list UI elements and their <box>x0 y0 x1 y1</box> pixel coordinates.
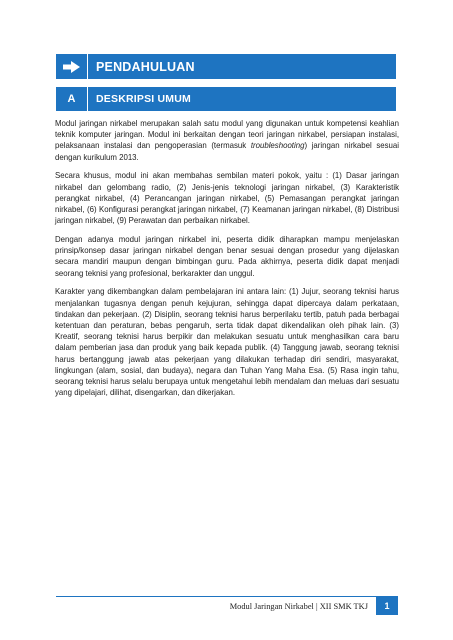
page-number: 1 <box>376 597 398 615</box>
chapter-title: PENDAHULUAN <box>96 59 195 74</box>
arrow-right-icon <box>63 61 81 73</box>
section-header <box>56 87 396 111</box>
footer <box>230 597 398 615</box>
emphasis-troubleshooting: troubleshooting <box>250 141 305 151</box>
section-title: DESKRIPSI UMUM <box>96 93 191 105</box>
paragraph-goals: Dengan adanya modul jaringan nirkabel ini, peserta didik diharapkan mampu menjelaskan prinsip/konsep dasar jaringan nirkabel dengan benar sesuai dengan prosedur yang dijelaskan secara mandiri maupun dengan bimbingan guru. Pada akhirnya, peserta didik dapat menjadi seorang teknisi yang profesional, berkarakter dan unggul. <box>55 235 399 278</box>
paragraph-topics: Secara khusus, modul ini akan membahas sembilan materi pokok, yaitu : (1) Dasar jaringan nirkabel dan gelombang radio, (2) Jenis-jenis teknologi jaringan nirkabel, (3) Karakteristik perangkat nirkabel, (4) Perancangan jaringan nirkabel, (5) Pemasangan perangkat jaringan nirkabel, (6) Konfigurasi perangkat jaringan nirkabel, (7) Keamanan jaringan nirkabel, (8) Distribusi jaringan nirkabel, (9) Perawatan dan perbaikan nirkabel. <box>55 171 399 226</box>
chapter-header-icon-box <box>56 54 88 79</box>
section-letter-box <box>56 87 88 111</box>
section-letter: A <box>67 93 76 105</box>
footer-title: Modul Jaringan Nirkabel | XII SMK TKJ <box>229 601 368 611</box>
body-text <box>55 118 399 406</box>
paragraph-intro: Modul jaringan nirkabel merupakan salah satu modul yang digunakan untuk kompetensi keahlian teknik komputer jaringan. Modul ini berkaitan dengan teori jaringan nirkabel, persiapan instalasi, pelaksanaan instalasi dan pengoperasian (termasuk troubleshooting) jaringan nirkabel sesuai dengan kurikulum 2013. <box>55 119 399 162</box>
paragraph-character: Karakter yang dikembangkan dalam pembelajaran ini antara lain: (1) Jujur, seorang teknisi harus menjalankan tugasnya dengan penuh kejujuran, sehingga dapat dipercaya dalam perkataan, tindakan dan pekerjaan. (2) Disiplin, seorang teknisi harus berperilaku tertib, patuh pada berbagai ketentuan dan peraturan, bebas pengaruh, serta tidak dapat dikendalikan oleh pihak lain. (3) Kreatif, seorang teknisi harus berpikir dan melakukan sesuatu untuk menghasilkan cara baru dalam pemberian jasa dan produk yang baik kepada publik. (4) Tanggung jawab, seorang teknisi harus bertanggung jawab atas pekerjaan yang dilakukan terhadap diri sendiri, masyarakat, lingkungan (alam, sosial, dan budaya), negara dan Tuhan Yang Maha Esa. (5) Rasa ingin tahu, seorang teknisi harus selalu berupaya untuk mengetahui lebih mendalam dan meluas dari sesuatu yang dipelajari, dilihat, disengarkan, dan dikerjakan. <box>55 287 399 398</box>
chapter-header <box>56 54 396 79</box>
